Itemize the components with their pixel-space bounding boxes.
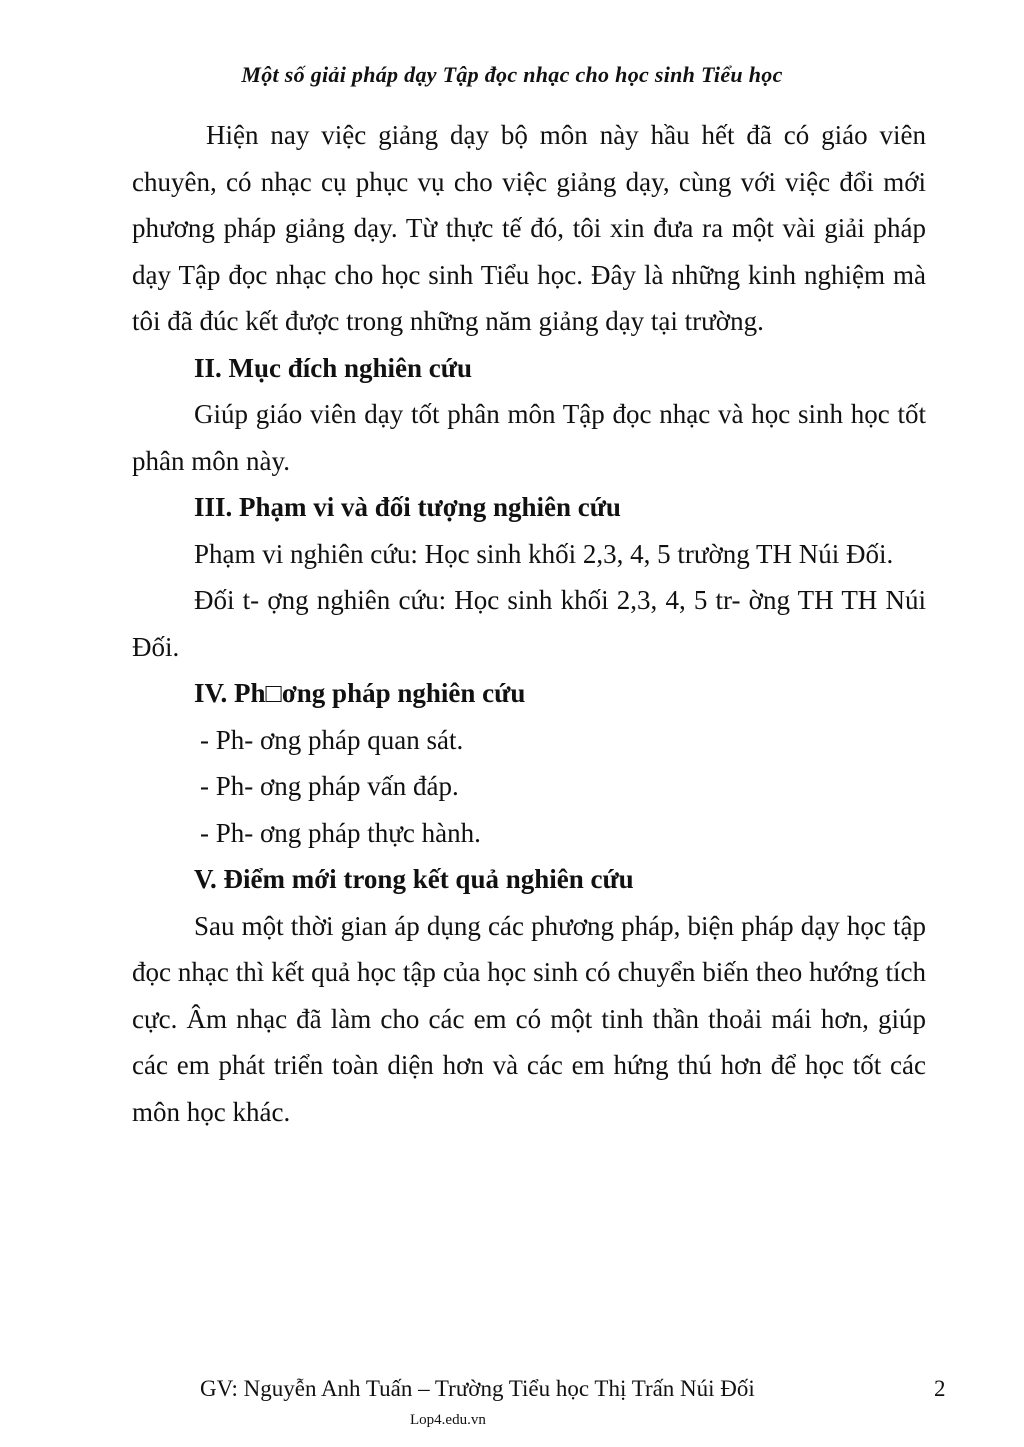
section-heading-purpose: II. Mục đích nghiên cứu: [194, 352, 473, 383]
intro-paragraph: Hiện nay việc giảng dạy bộ môn này hầu hết đã có giáo viên chuyên, có nhạc cụ phục vụ cho việc giảng dạy, cùng với việc đổi mới phương pháp giảng dạy. Từ thực tế đó, tôi xin đưa ra một vài giải pháp dạy Tập đọc nhạc cho học sinh Tiểu học. Đây là những kinh nghiệm mà tôi đã đúc kết được trong những năm giảng dạy tại trường.: [132, 120, 926, 336]
source-watermark: Lop4.edu.vn: [410, 1412, 486, 1428]
page-header: Một số giải pháp dạy Tập đọc nhạc cho học sinh Tiểu học: [241, 62, 783, 87]
method-item-observation: - Ph- ơng pháp quan sát.: [200, 724, 464, 755]
results-paragraph: Sau một thời gian áp dụng các phương pháp, biện pháp dạy học tập đọc nhạc thì kết quả học tập của học sinh có chuyển biến theo hướng tích cực. Âm nhạc đã làm cho các em có một tinh thần thoải mái hơn, giúp các em phát triển toàn diện hơn và các em hứng thú hơn để học tốt các môn học khác.: [132, 910, 926, 1127]
method-item-practice: - Ph- ơng pháp thực hành.: [200, 817, 481, 848]
purpose-paragraph: Giúp giáo viên dạy tốt phân môn Tập đọc nhạc và học sinh học tốt phân môn này.: [132, 399, 926, 476]
scope-paragraph: Phạm vi nghiên cứu: Học sinh khối 2,3, 4, 5 trường TH Núi Đối.: [194, 538, 894, 569]
method-item-interview: - Ph- ơng pháp vấn đáp.: [200, 771, 459, 801]
section-heading-scope: III. Phạm vi và đối tượng nghiên cứu: [194, 492, 621, 522]
section-heading-results: V. Điểm mới trong kết quả nghiên cứu: [194, 864, 634, 894]
page-number: 2: [934, 1376, 946, 1401]
document-body: [132, 112, 926, 1135]
subject-paragraph: Đối t- ợng nghiên cứu: Học sinh khối 2,3, 4, 5 tr- ờng TH TH Núi Đối.: [132, 585, 926, 662]
section-heading-methods: IV. Ph□ơng pháp nghiên cứu: [194, 678, 526, 708]
footer-author: GV: Nguyễn Anh Tuấn – Trường Tiểu học Thị Trấn Núi Đối: [200, 1376, 755, 1401]
